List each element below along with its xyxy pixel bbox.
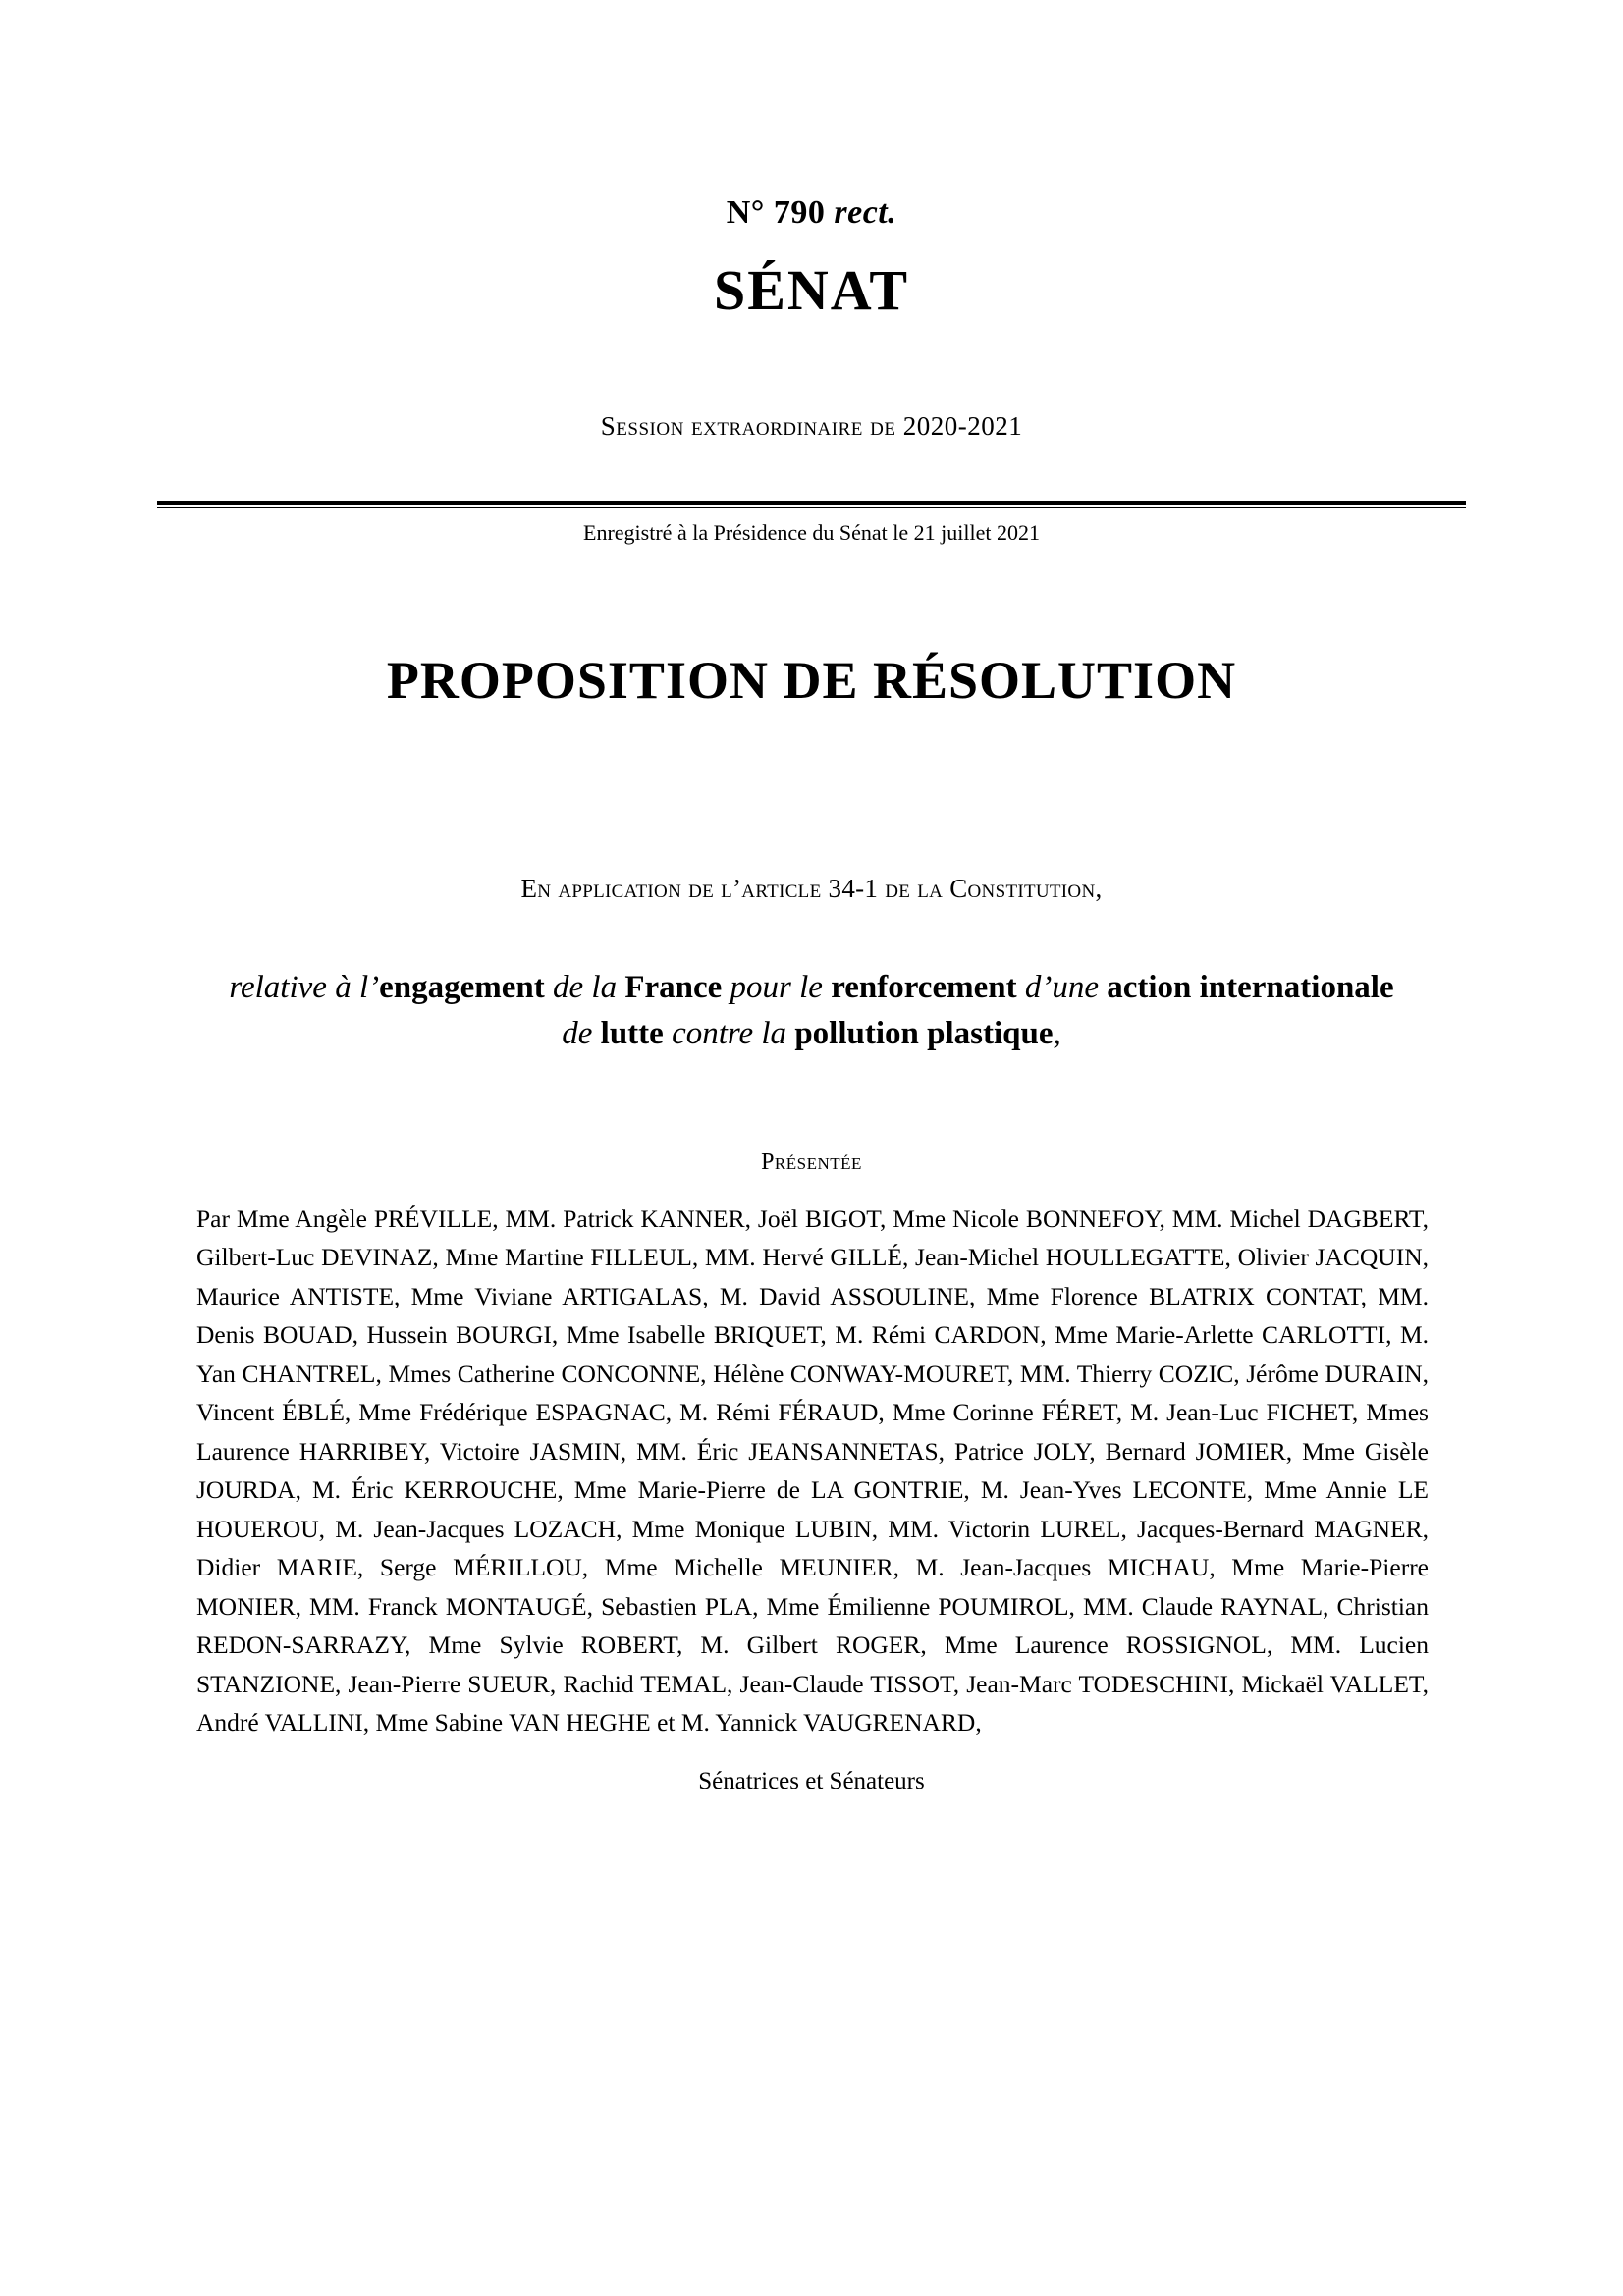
document-title: PROPOSITION DE RÉSOLUTION bbox=[386, 651, 1237, 710]
subject-segment: renforcement bbox=[831, 970, 1017, 1005]
subject-segment: contre la bbox=[663, 1015, 795, 1051]
subject-title bbox=[211, 965, 1412, 1057]
institution-name: SÉNAT bbox=[713, 258, 910, 322]
subject-segment: de bbox=[562, 1015, 601, 1051]
subject-segment: engagement bbox=[379, 970, 545, 1005]
legal-basis-line: En application de l’article 34-1 de la Constitution, bbox=[520, 874, 1103, 903]
subject-segment: France bbox=[624, 970, 723, 1005]
subject-segment: pollution plastique bbox=[794, 1015, 1054, 1051]
subject-segment: pour le bbox=[722, 970, 832, 1005]
registration-note: Enregistré à la Présidence du Sénat le 21 juillet 2021 bbox=[583, 520, 1040, 545]
subject-segment: d’une bbox=[1016, 970, 1108, 1005]
subject-segment: action internationale bbox=[1107, 970, 1394, 1005]
subject-segment: de la bbox=[544, 970, 625, 1005]
document-number-value: N° 790 bbox=[726, 194, 826, 231]
authors-list: Par Mme Angèle PRÉVILLE, MM. Patrick KANNER, Joël BIGOT, Mme Nicole BONNEFOY, MM. Michel DAGBERT, Gilbert-Luc DEVINAZ, Mme Martine FILLEUL, MM. Hervé GILLÉ, Jean-Michel HOULLEGATTE, Olivier JACQUIN, Maurice ANTISTE, Mme Viviane ARTIGALAS, M. David ASSOULINE, Mme Florence BLATRIX CONTAT, MM. Denis BOUAD, Hussein BOURGI, Mme Isabelle BRIQUET, M. Rémi CARDON, Mme Marie-Arlette CARLOTTI, M. Yan CHANTREL, Mmes Catherine CONCONNE, Hélène CONWAY-MOURET, MM. Thierry COZIC, Jérôme DURAIN, Vincent ÉBLÉ, Mme Frédérique ESPAGNAC, M. Rémi FÉRAUD, Mme Corinne FÉRET, M. Jean-Luc FICHET, Mmes Laurence HARRIBEY, Victoire JASMIN, MM. Éric JEANSANNETAS, Patrice JOLY, Bernard JOMIER, Mme Gisèle JOURDA, M. Éric KERROUCHE, Mme Marie-Pierre de LA GONTRIE, M. Jean-Yves LECONTE, Mme Annie LE HOUEROU, M. Jean-Jacques LOZACH, Mme Monique LUBIN, MM. Victorin LUREL, Jacques-Bernard MAGNER, Didier MARIE, Serge MÉRILLOU, Mme Michelle MEUNIER, M. Jean-Jacques MICHAU, Mme Marie-Pierre MONIER, MM. Franck MONTAUGÉ, Sebastien PLA, Mme Émilienne POUMIROL, MM. Claude RAYNAL, Christian REDON-SARRAZY, Mme Sylvie ROBERT, M. Gilbert ROGER, Mme Laurence ROSSIGNOL, MM. Lucien STANZIONE, Jean-Pierre SUEUR, Rachid TEMAL, Jean-Claude TISSOT, Jean-Marc TODESCHINI, Mickaël VALLET, André VALLINI, Mme Sabine VAN HEGHE et M. Yannick VAUGRENARD, bbox=[196, 1203, 1429, 1737]
session-label: Session extraordinaire de 2020-2021 bbox=[600, 411, 1023, 441]
document-number bbox=[0, 194, 1623, 232]
presented-label: Présentée bbox=[761, 1148, 862, 1175]
document-number-suffix: rect. bbox=[834, 194, 897, 231]
subject-segment: lutte bbox=[600, 1015, 664, 1051]
subject-segment: , bbox=[1053, 1015, 1061, 1051]
subject-segment: relative à l’ bbox=[229, 970, 380, 1005]
separator-rule bbox=[157, 501, 1466, 508]
signoff-line: Sénatrices et Sénateurs bbox=[698, 1767, 925, 1794]
